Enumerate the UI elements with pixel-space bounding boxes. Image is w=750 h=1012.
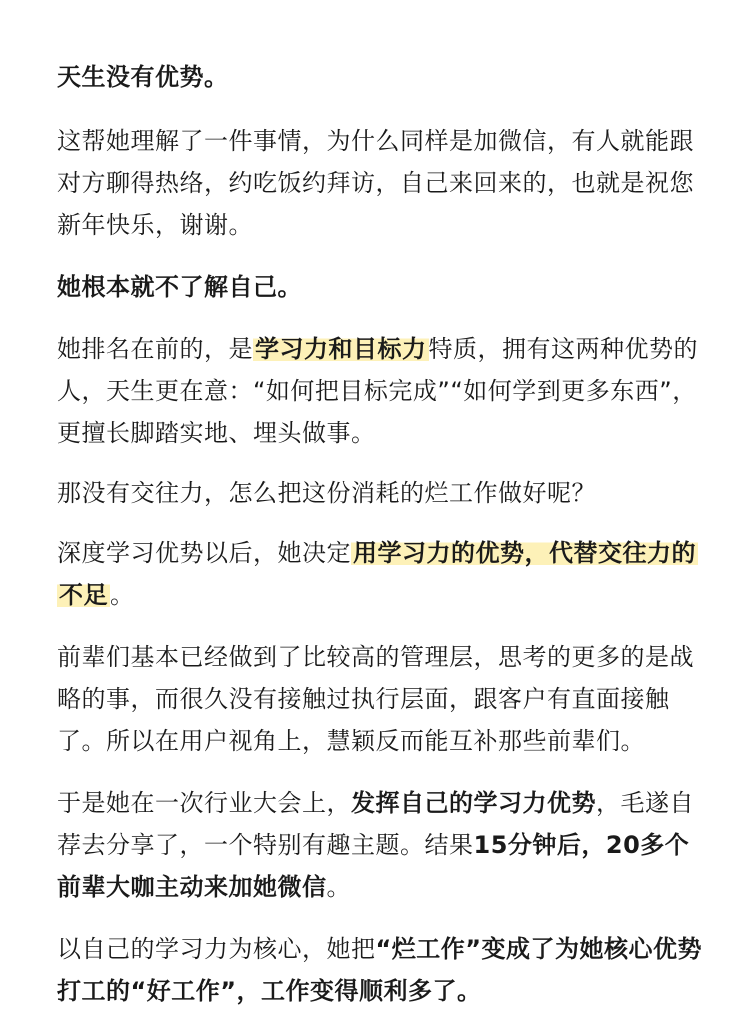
heading-no-advantage: 天生没有优势。 <box>57 63 229 91</box>
paragraph-text: 。 <box>110 581 135 609</box>
paragraph-text: 她排名在前的，是 <box>57 335 253 363</box>
paragraph-conference <box>57 782 707 908</box>
paragraph-text: 。 <box>326 873 351 901</box>
bold-phrase: 15分钟后，20多个前辈大咖主动来加她微信 <box>57 831 690 901</box>
heading-does-not-know-herself: 她根本就不了解自己。 <box>57 273 302 301</box>
paragraph-conclusion <box>57 928 707 1012</box>
paragraph-wechat-understanding: 这帮她理解了一件事情，为什么同样是加微信，有人就能跟对方聊得热络，约吃饭约拜访，自己来回来的，也就是祝您新年快乐，谢谢。 <box>57 127 694 239</box>
paragraph-strengths-ranking <box>57 328 707 454</box>
paragraph-question: 那没有交往力，怎么把这份消耗的烂工作做好呢？ <box>57 479 596 507</box>
highlighted-strengths: 学习力和目标力 <box>255 335 427 363</box>
paragraph-text: 深度学习优势以后，她决定 <box>57 539 351 567</box>
paragraph-text: 特质，拥有这两种优势的人，天生更在意：“如何把目标完成”“如何学到更多东西”，更擅长脚踏实地、埋头做事。 <box>57 335 698 447</box>
article-body <box>57 56 707 1012</box>
paragraph-seniors: 前辈们基本已经做到了比较高的管理层，思考的更多的是战略的事，而很久没有接触过执行层面，跟客户有直面接触了。所以在用户视角上，慧颖反而能互补那些前辈们。 <box>57 643 694 755</box>
paragraph-text: 以自己的学习力为核心，她把 <box>57 935 376 963</box>
paragraph-decision <box>57 532 707 616</box>
bold-phrase: 发挥自己的学习力优势 <box>351 789 596 817</box>
highlighted-decision: 用学习力的优势，代替交往力的不足 <box>59 539 696 609</box>
paragraph-text: 于是她在一次行业大会上， <box>57 789 351 817</box>
bold-phrase: “烂工作”变成了为她核心优势打工的“好工作”，工作变得顺利多了。 <box>57 935 703 1005</box>
paragraph-text: ，毛遂自荐去分享了，一个特别有趣主题。结果 <box>57 789 694 859</box>
